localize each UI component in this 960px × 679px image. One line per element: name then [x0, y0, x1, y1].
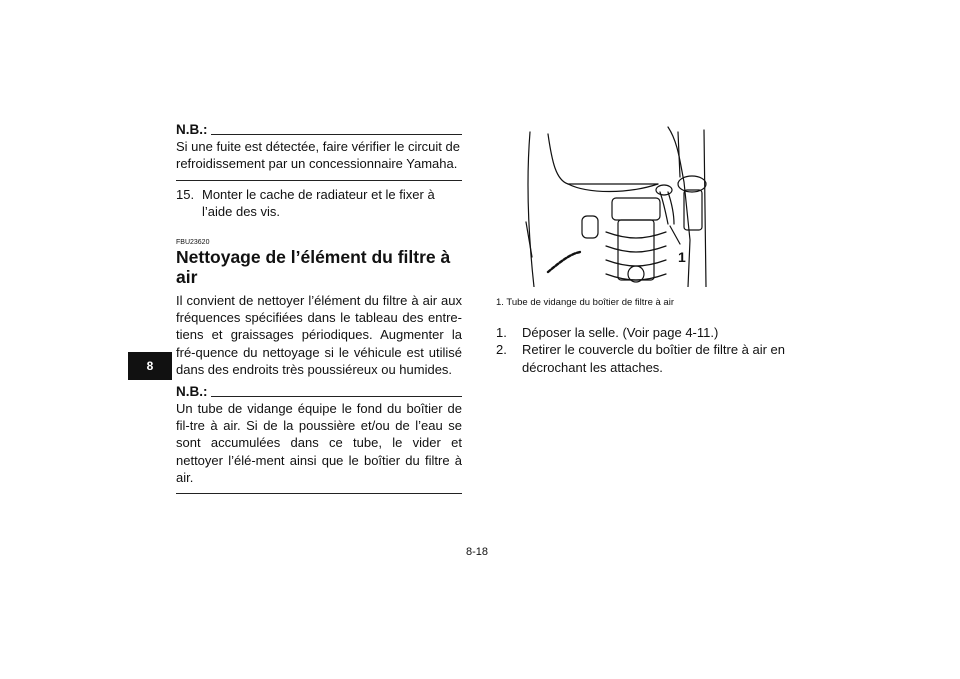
note-text: Si une fuite est détectée, faire vérifier le circuit de refroidissement par un concessionnaire Yamaha. — [176, 139, 460, 172]
note-title-2: N.B.: — [176, 383, 208, 399]
note-title: N.B.: — [176, 122, 208, 137]
note-header-2 — [176, 384, 462, 400]
section-tab: 8 — [128, 352, 172, 380]
note-header — [176, 122, 462, 138]
left-column — [176, 122, 462, 494]
note-rule-2 — [211, 396, 463, 397]
note-end-rule — [176, 180, 462, 181]
step-15 — [176, 186, 462, 221]
step-text: Retirer le couvercle du boîtier de filtre à air en décrochant les attaches. — [522, 342, 786, 375]
section-heading: Nettoyage de l’élément du filtre à air — [176, 246, 451, 287]
page-number: 8-18 — [466, 546, 489, 558]
list-item — [496, 324, 796, 341]
drain-tube-figure — [508, 122, 718, 287]
list-item — [496, 341, 796, 376]
reference-code: FBU23620 — [176, 238, 210, 246]
intro-paragraph: Il convient de nettoyer l’élément du filtre à air aux fréquences spécifiées dans le tableau des entre-tiens et graissages périodiques. Augmenter la fré-quence du nettoyage si le véhicule est utilisé dans des endroits très poussiéreux ou humides. — [176, 292, 462, 378]
figure-caption: 1. Tube de vidange du boîtier de filtre à air — [496, 297, 674, 308]
step-text: Déposer la selle. (Voir page 4-11.) — [522, 325, 719, 340]
figure-callout: 1 — [678, 249, 686, 265]
step-number: 1. — [496, 325, 507, 340]
step-list — [496, 324, 796, 376]
step-number: 15. — [176, 186, 195, 202]
note-end-rule-2 — [176, 493, 462, 494]
note-rule — [211, 134, 463, 135]
line-illustration — [508, 122, 718, 287]
note-text-2: Un tube de vidange équipe le fond du boîtier de fil-tre à air. Si de la poussière et/ou de l’eau se sont accumulées dans ce tube, le vider et nettoyer l’élé-ment ainsi que le boîtier du filtre à air. — [176, 400, 462, 486]
right-column — [496, 122, 796, 376]
step-text: Monter le cache de radiateur et le fixer à l’aide des vis. — [202, 186, 435, 220]
step-number: 2. — [496, 342, 507, 358]
